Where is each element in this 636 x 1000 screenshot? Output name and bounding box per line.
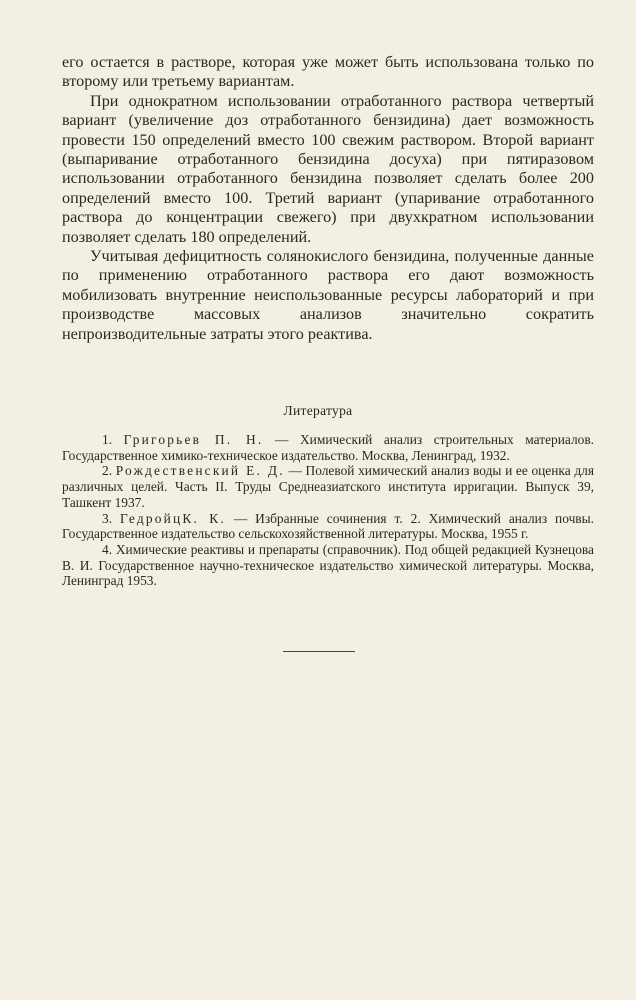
item-text: — Химический анализ строительных материалов. Государственное химико-техническое издательство. Москва, Ленинград, 1932. (62, 432, 594, 463)
bibliography-title: Литература (283, 403, 353, 418)
item-text: — Полевой химический анализ воды и ее оценка для различных целей. Часть II. Труды Среднеазиатского института ирригации. Выпуск 39, Ташкент 1937. (62, 463, 594, 510)
bibliography-item (62, 463, 594, 510)
item-author: ГедройцК. К. (119, 510, 226, 526)
item-number: 2. (102, 463, 113, 479)
bibliography-list (62, 432, 594, 589)
bibliography-item (62, 511, 594, 542)
bibliography-item (62, 432, 594, 463)
item-author: Рождественский Е. Д. (115, 463, 285, 479)
end-rule-divider (283, 651, 355, 652)
item-author: Григорьев П. Н. (123, 432, 264, 447)
item-text: — Избранные сочинения т. 2. Химический анализ почвы. Государственное издательство сельскохозяйственной литературы. Москва, 1955 г. (62, 510, 594, 542)
paragraph: При однократном использовании отработанного раствора четвертый вариант (увеличение доз отработанного бензидина) дает возможность провести 150 определений вместо 100 свежим раствором. Второй вариант (выпаривание отработанного бензидина досуха) при пятиразовом использовании отработанного бензидина позволяет сделать более 200 определений вместо 100. Третий вариант (упаривание отработанного раствора до концентрации свежего) при двухкратном использовании позволяет сделать 180 определений. (62, 91, 594, 246)
main-text (62, 53, 594, 344)
item-number: 4. (102, 541, 113, 557)
item-number: 3. (102, 510, 113, 526)
bibliography-item (62, 542, 594, 589)
paragraph-continuation: его остается в растворе, которая уже может быть использована только по второму или третьему вариантам. (62, 53, 594, 91)
paragraph: Учитывая дефицитность солянокислого бензидина, полученные данные по применению отработанного раствора его дают возможность мобилизовать внутренние неиспользованные ресурсы лабораторий и при производстве массовых анализов значительно сократить непроизводительные затраты этого реактива. (62, 247, 594, 343)
item-number: 1. (102, 432, 113, 447)
item-text: Химические реактивы и препараты (справочник). Под общей редакцией Кузнецова В. И. Государственное научно-техническое издательство химической литературы. Москва, Ленинград 1953. (62, 541, 594, 589)
